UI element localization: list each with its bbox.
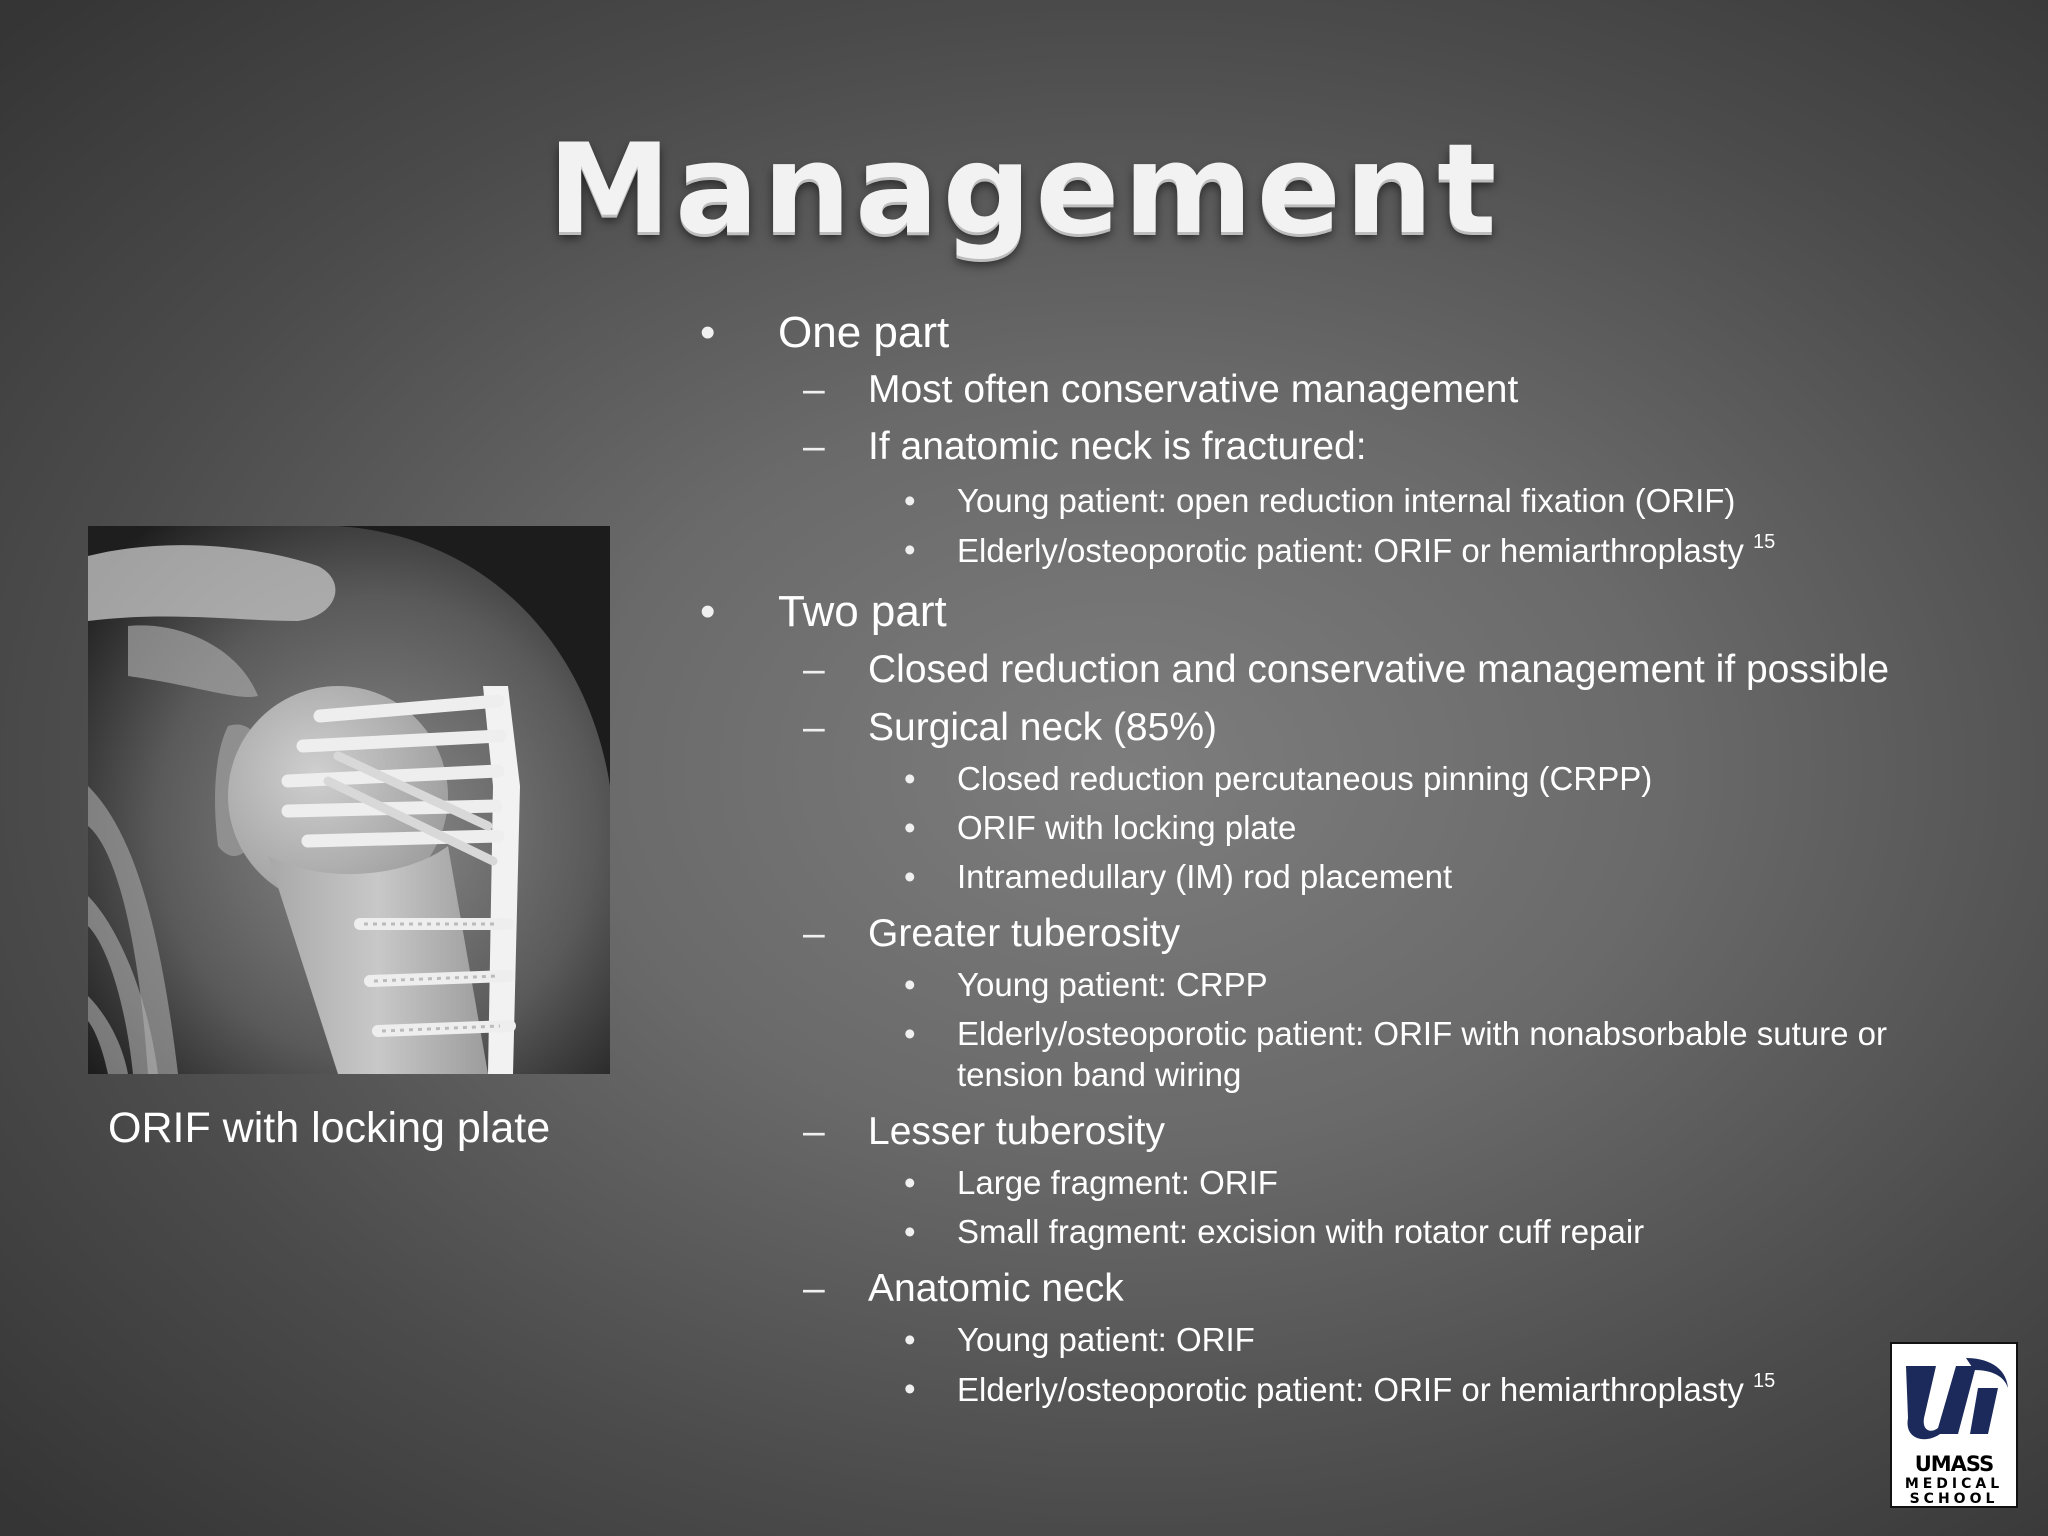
bullet-marker: • — [700, 308, 716, 357]
logo-text-umass: UMASS — [1914, 1452, 1994, 1476]
list-item-level-3 — [957, 966, 1268, 1004]
list-item-text: Most often conservative management — [868, 368, 1519, 411]
bullet-marker: • — [904, 966, 916, 1003]
list-item-text: Closed reduction and conservative management if possible — [868, 648, 1890, 691]
bullet-marker: • — [904, 1213, 916, 1250]
umass-medical-school-logo — [1890, 1342, 2018, 1508]
reference-superscript: 15 — [1753, 531, 1776, 553]
list-item-level-2 — [868, 648, 1889, 692]
list-item-text: One part — [778, 308, 950, 357]
list-item-text: Small fragment: excision with rotator cuff repair — [957, 1213, 1645, 1250]
list-item-text: Greater tuberosity — [868, 912, 1181, 955]
list-item-level-2 — [868, 368, 1518, 412]
dash-marker: – — [803, 425, 825, 468]
bullet-marker: • — [904, 531, 916, 568]
dash-marker: – — [803, 912, 825, 955]
logo-text-school: SCHOOL — [1909, 1491, 1999, 1507]
list-item-level-2 — [868, 1267, 1124, 1311]
list-item-level-3 — [957, 1213, 1644, 1251]
bullet-marker: • — [904, 1164, 916, 1201]
logo-text-medical: MEDICAL — [1904, 1476, 2004, 1492]
list-item-level-3 — [957, 1056, 1241, 1094]
list-item-text: Elderly/osteoporotic patient: ORIF or hemiarthroplasty — [957, 532, 1744, 569]
list-item-text: Intramedullary (IM) rod placement — [957, 858, 1453, 895]
list-item-text: Lesser tuberosity — [868, 1110, 1165, 1153]
list-item-text: Young patient: CRPP — [957, 966, 1268, 1003]
list-item-level-3 — [957, 482, 1735, 520]
bullet-marker: • — [904, 858, 916, 895]
list-item-level-1 — [778, 587, 947, 637]
list-item-text: Closed reduction percutaneous pinning (CRPP) — [957, 760, 1653, 797]
bullet-marker: • — [904, 1015, 916, 1052]
dash-marker: – — [803, 1110, 825, 1153]
bullet-marker: • — [904, 809, 916, 846]
list-item-text: Elderly/osteoporotic patient: ORIF or hemiarthroplasty — [957, 1371, 1744, 1408]
list-item-text: Surgical neck (85%) — [868, 706, 1217, 749]
list-item-level-3 — [957, 809, 1296, 847]
bullet-marker: • — [700, 587, 716, 636]
list-item-level-3 — [957, 1321, 1255, 1359]
bullet-marker: • — [904, 482, 916, 519]
slide-title: Management — [547, 118, 1501, 262]
list-item-text: tension band wiring — [957, 1056, 1242, 1093]
list-item-level-3 — [957, 1370, 1775, 1409]
list-item-level-3 — [957, 531, 1775, 570]
list-item-level-2 — [868, 1110, 1165, 1154]
list-item-text: Two part — [778, 587, 947, 636]
list-item-level-2 — [868, 425, 1367, 469]
list-item-level-3 — [957, 858, 1452, 896]
list-item-level-3 — [957, 1015, 1887, 1053]
dash-marker: – — [803, 1267, 825, 1310]
list-item-level-1 — [778, 308, 949, 358]
logo-u-icon — [1896, 1348, 2012, 1452]
list-item-level-3 — [957, 760, 1652, 798]
list-item-text: Young patient: ORIF — [957, 1321, 1255, 1358]
list-item-level-2 — [868, 706, 1217, 750]
list-item-text: Young patient: open reduction internal fixation (ORIF) — [957, 482, 1736, 519]
dash-marker: – — [803, 648, 825, 691]
reference-superscript: 15 — [1753, 1370, 1776, 1392]
list-item-level-2 — [868, 912, 1180, 956]
dash-marker: – — [803, 706, 825, 749]
bullet-marker: • — [904, 1370, 916, 1407]
image-caption: ORIF with locking plate — [108, 1104, 551, 1152]
list-item-text: Anatomic neck — [868, 1267, 1124, 1310]
list-item-text: Elderly/osteoporotic patient: ORIF with nonabsorbable suture or — [957, 1015, 1887, 1052]
dash-marker: – — [803, 368, 825, 411]
list-item-text: ORIF with locking plate — [957, 809, 1297, 846]
bullet-marker: • — [904, 760, 916, 797]
list-item-text: If anatomic neck is fractured: — [868, 425, 1367, 468]
bullet-marker: • — [904, 1321, 916, 1358]
list-item-level-3 — [957, 1164, 1278, 1202]
list-item-text: Large fragment: ORIF — [957, 1164, 1278, 1201]
